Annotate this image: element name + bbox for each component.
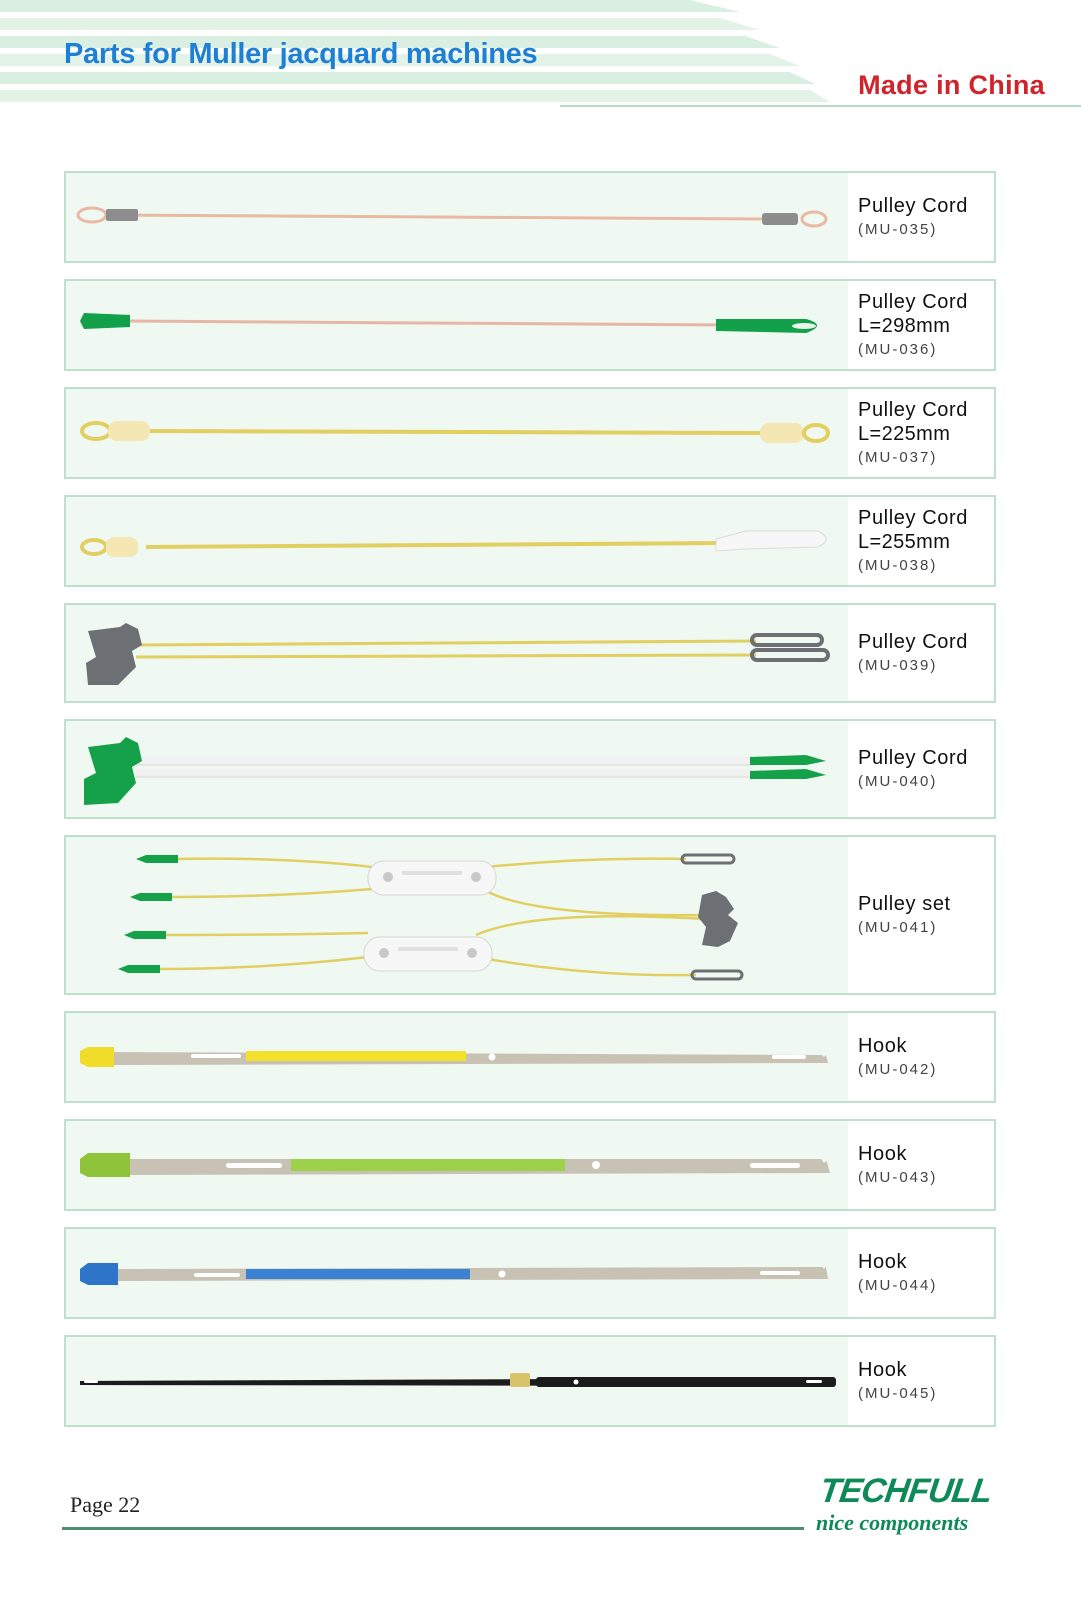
product-dimension: L=255mm — [858, 530, 951, 553]
product-photo — [66, 837, 848, 993]
product-photo — [66, 1121, 848, 1209]
product-label — [858, 837, 988, 993]
product-code: (MU-041) — [858, 918, 938, 936]
product-code: (MU-039) — [858, 656, 938, 674]
product-photo — [66, 721, 848, 817]
product-code: (MU-038) — [858, 556, 938, 574]
product-code: (MU-042) — [858, 1060, 938, 1078]
product-name: Hook — [858, 1250, 908, 1273]
product-name: Pulley Cord — [858, 194, 968, 217]
product-row-mu-035 — [64, 171, 996, 263]
product-code: (MU-037) — [858, 448, 938, 466]
product-dimension: L=225mm — [858, 422, 951, 445]
product-row-mu-040 — [64, 719, 996, 819]
product-code: (MU-035) — [858, 220, 938, 238]
product-photo — [66, 497, 848, 585]
product-row-mu-037 — [64, 387, 996, 479]
product-label — [858, 1013, 988, 1101]
header-rule — [560, 105, 1081, 107]
product-label — [858, 605, 988, 701]
product-photo — [66, 1337, 848, 1425]
product-name: Pulley Cord — [858, 290, 968, 313]
product-row-mu-044 — [64, 1227, 996, 1319]
product-code: (MU-045) — [858, 1384, 938, 1402]
product-name: Pulley Cord — [858, 506, 968, 529]
product-name: Pulley Cord — [858, 630, 968, 653]
product-name: Pulley Cord — [858, 398, 968, 421]
logo-brand: TECHFULL — [817, 1472, 995, 1510]
page-title: Parts for Muller jacquard machines — [64, 38, 538, 70]
product-name: Pulley Cord — [858, 746, 968, 769]
product-label — [858, 281, 988, 369]
product-label — [858, 721, 988, 817]
product-label — [858, 389, 988, 477]
origin-label: Made in China — [858, 70, 1045, 100]
techfull-logo — [810, 1470, 1000, 1542]
product-code: (MU-044) — [858, 1276, 938, 1294]
product-row-mu-045 — [64, 1335, 996, 1427]
product-row-mu-039 — [64, 603, 996, 703]
footer-rule — [62, 1527, 804, 1530]
product-photo — [66, 1013, 848, 1101]
product-row-mu-036 — [64, 279, 996, 371]
product-photo — [66, 605, 848, 701]
product-label — [858, 173, 988, 261]
product-code: (MU-040) — [858, 772, 938, 790]
product-name: Hook — [858, 1142, 908, 1165]
product-dimension: L=298mm — [858, 314, 951, 337]
product-row-mu-042 — [64, 1011, 996, 1103]
product-label — [858, 1337, 988, 1425]
product-photo — [66, 1229, 848, 1317]
product-photo — [66, 281, 848, 369]
product-name: Hook — [858, 1358, 908, 1381]
product-label — [858, 1121, 988, 1209]
logo-tagline: nice components — [816, 1510, 969, 1535]
product-code: (MU-036) — [858, 340, 938, 358]
product-label — [858, 497, 988, 585]
product-row-mu-043 — [64, 1119, 996, 1211]
product-photo — [66, 389, 848, 477]
product-code: (MU-043) — [858, 1168, 938, 1186]
page-number: Page 22 — [70, 1492, 141, 1517]
product-photo — [66, 173, 848, 261]
product-row-mu-041 — [64, 835, 996, 995]
product-name: Hook — [858, 1034, 908, 1057]
product-label — [858, 1229, 988, 1317]
product-name: Pulley set — [858, 892, 951, 915]
product-row-mu-038 — [64, 495, 996, 587]
